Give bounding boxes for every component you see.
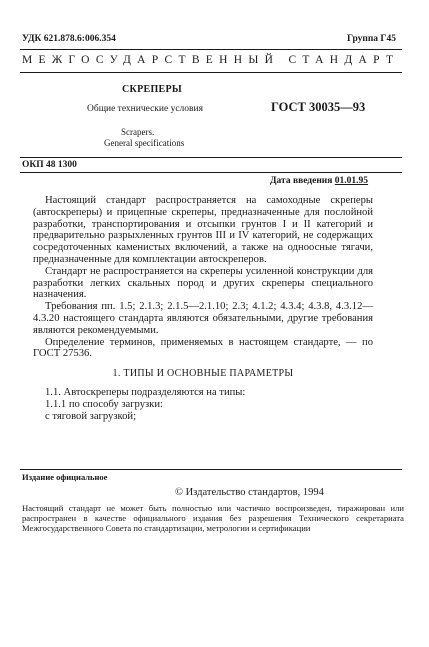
okp-rule-bottom [20,172,402,173]
gost-number: ГОСТ 30035—93 [271,100,366,114]
body-text [33,195,373,422]
introduction-date-value: 01.01.95 [334,176,369,186]
okp-code: ОКП 48 1300 [22,160,77,170]
paragraph-terms: Определение терминов, применяемых в настоящем стандарте, — по ГОСТ 27536. [33,336,373,360]
reproduction-notice: Настоящий стандарт не может быть полностью или частично воспроизведен, тиражирован или распространен в качестве официального издания без разрешения Технического секретариата Межгосударственного Совета по стандартизации, метрологии и сертификации [22,503,404,533]
section-1-heading: 1. ТИПЫ И ОСНОВНЫЕ ПАРАМЕТРЫ [112,368,294,380]
clause-1-1-1: 1.1.1 по способу загрузки: [45,398,163,410]
official-edition-label: Издание официальное [22,472,108,482]
title-english: Scrapers. [121,127,155,137]
udk-code: УДК 621.878.6:006.354 [22,34,116,44]
document-subtitle: Общие технические условия [87,104,203,114]
header-rule-top [20,49,402,50]
interstate-standard-banner: МЕЖГОСУДАРСТВЕННЫЙ СТАНДАРТ [22,54,400,66]
introduction-date-label: Дата введения [270,176,333,186]
copyright-notice: © Издательство стандартов, 1994 [175,487,324,498]
document-title: СКРЕПЕРЫ [122,84,183,95]
paragraph-requirements: Требования пп. 1.5; 2.1.3; 2.1.5—2.1.10; 2.3; 4.1.2; 4.3.4; 4.3.8, 4.3.12—4.3.20 настоящего стандарта являются обязательными, другие требования являются рекомендуемыми. [33,301,373,336]
header-rule-bottom [20,72,402,73]
subtitle-english: General specifications [104,138,185,148]
introduction-date [270,176,368,186]
footer-rule [20,469,402,470]
paragraph-exclusion: Стандарт не распространяется на скреперы усиленной конструкции для разработки легких скальных пород и других скреперы специального назначения. [33,265,373,301]
clause-1-1: 1.1. Автоскреперы подразделяются на типы: [45,386,246,398]
group-code: Группа Г45 [347,34,396,44]
paragraph-scope: Настоящий стандарт распространяется на самоходные скреперы (автоскреперы) и прицепные скреперы, предназначенные для послойной разработки, транспортирования и отсыпки грунтов I и II категорий и предварительно разрыхленных грунтов III и IV категорий, не содержащих сосредоточенных каменистых включений, а также на одноосные тягачи, предназначенные для комплектации автоскреперов. [33,195,373,265]
okp-rule-top [20,157,402,158]
clause-1-1-1-item: с тяговой загрузкой; [45,410,137,422]
